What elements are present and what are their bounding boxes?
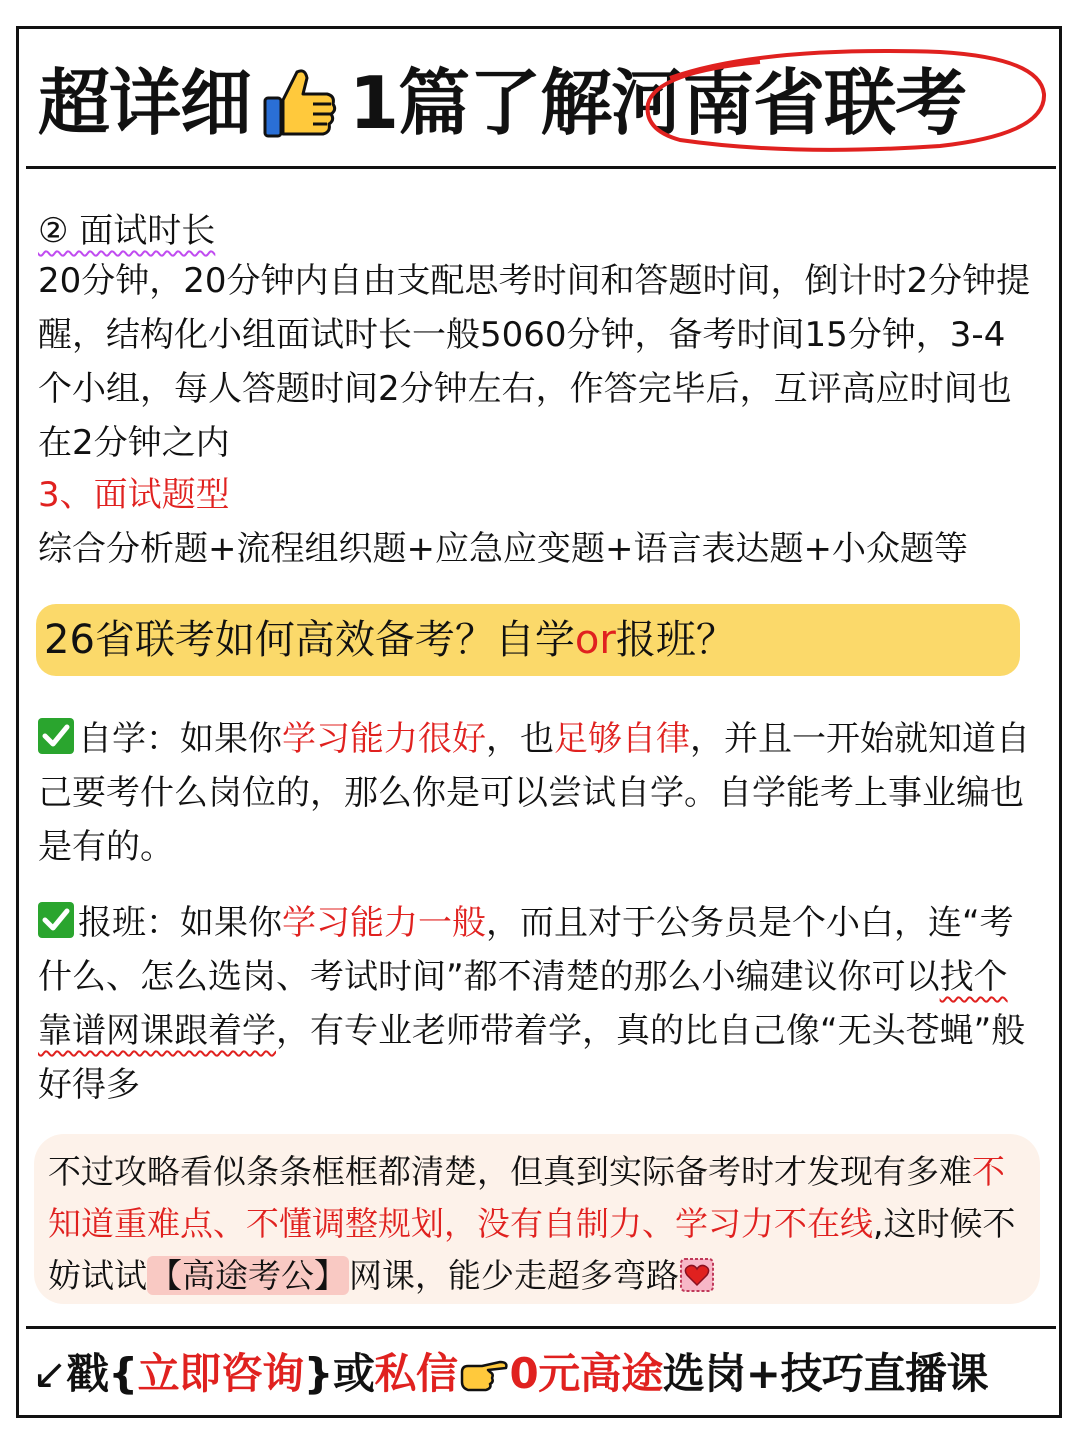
title-divider — [26, 166, 1056, 169]
self-study-rest: ，并且一开始就知道自己要考什么岗位的，那么你是可以尝试自学。自学能考上事业编也是有的。 — [38, 719, 1030, 867]
check-box-icon — [38, 902, 74, 938]
class-study-rest: ，有专业老师带着学，真的比自己像“无头苍蝇”般好得多 — [38, 1011, 1026, 1105]
footer-divider — [26, 1326, 1056, 1329]
question-banner — [36, 604, 1020, 676]
tip-line1: 不过攻略看似条条框框都清楚，但真到实际备考时才发现有多难 — [48, 1152, 972, 1191]
title-part1: 超详细 — [38, 61, 252, 146]
footer-cta — [32, 1342, 1058, 1406]
tip-red-text: 不知道重难点、不懂调整规划，没有自制力、学习力不在线 — [48, 1152, 1005, 1243]
tip-box — [34, 1134, 1040, 1304]
types-body: 综合分析题+流程组织题+应急应变题+语言表达题+小众题等 — [38, 529, 968, 569]
heart-icon — [679, 1256, 715, 1292]
duration-heading — [38, 204, 1038, 258]
class-study-paragraph — [38, 896, 1038, 1112]
duration-heading-text: ② 面试时长 — [38, 211, 216, 251]
arrow-icon: ↙ — [32, 1349, 67, 1398]
banner-text-before: 26省联考如何高效备考？自学 — [44, 617, 575, 663]
self-study-label: 自学：如果你 — [78, 719, 282, 759]
class-study-label: 报班：如果你 — [78, 903, 282, 943]
consult-link[interactable]: 立即咨询 — [137, 1349, 304, 1398]
title-emphasis: 河南省联考 — [611, 61, 967, 146]
check-box-icon — [38, 718, 74, 754]
self-study-paragraph — [38, 712, 1038, 874]
class-study-highlight: 学习能力一般 — [282, 903, 486, 943]
self-study-highlight-2: 足够自律 — [554, 719, 690, 759]
self-study-highlight-1: 学习能力很好 — [282, 719, 486, 759]
brand-pill: 【高途考公】 — [149, 1256, 347, 1295]
class-study-underlined: 找个靠谱网课跟着学 — [38, 957, 1008, 1051]
self-study-mid: ，也 — [486, 719, 554, 759]
banner-text-highlight: or — [574, 617, 616, 663]
offer-rest: 选岗+技巧直播课 — [662, 1349, 988, 1398]
tip-after-red: ,这时候不妨试试 — [48, 1204, 1016, 1295]
pointing-hand-icon — [458, 1348, 510, 1388]
footer-part2: }或 — [303, 1349, 375, 1398]
red-circle-mark — [640, 38, 1052, 158]
class-study-mid: ，而且对于公务员是个小白，连“考什么、怎么选岗、考试时间”都不清楚的那么小编建议你可以 — [38, 903, 1014, 997]
thumbs-up-icon — [261, 64, 339, 142]
duration-body: 20分钟，20分钟内自由支配思考时间和答题时间，倒计时2分钟提醒，结构化小组面试时长一般5060分钟，备考时间15分钟，3-4个小组，每人答题时间2分钟左右，作答完毕后，互评高应时间也在2分钟之内 — [38, 261, 1031, 463]
tip-end: 网课，能少走超多弯路 — [349, 1256, 679, 1295]
footer-part1: 戳{ — [66, 1349, 138, 1398]
dm-link[interactable]: 私信 — [374, 1349, 458, 1398]
types-heading: 3、面试题型 — [38, 475, 230, 515]
banner-text-after: 报班？ — [615, 617, 736, 663]
title-part2: 1篇了解 — [349, 61, 612, 146]
offer-red: 0元高途 — [509, 1349, 663, 1398]
